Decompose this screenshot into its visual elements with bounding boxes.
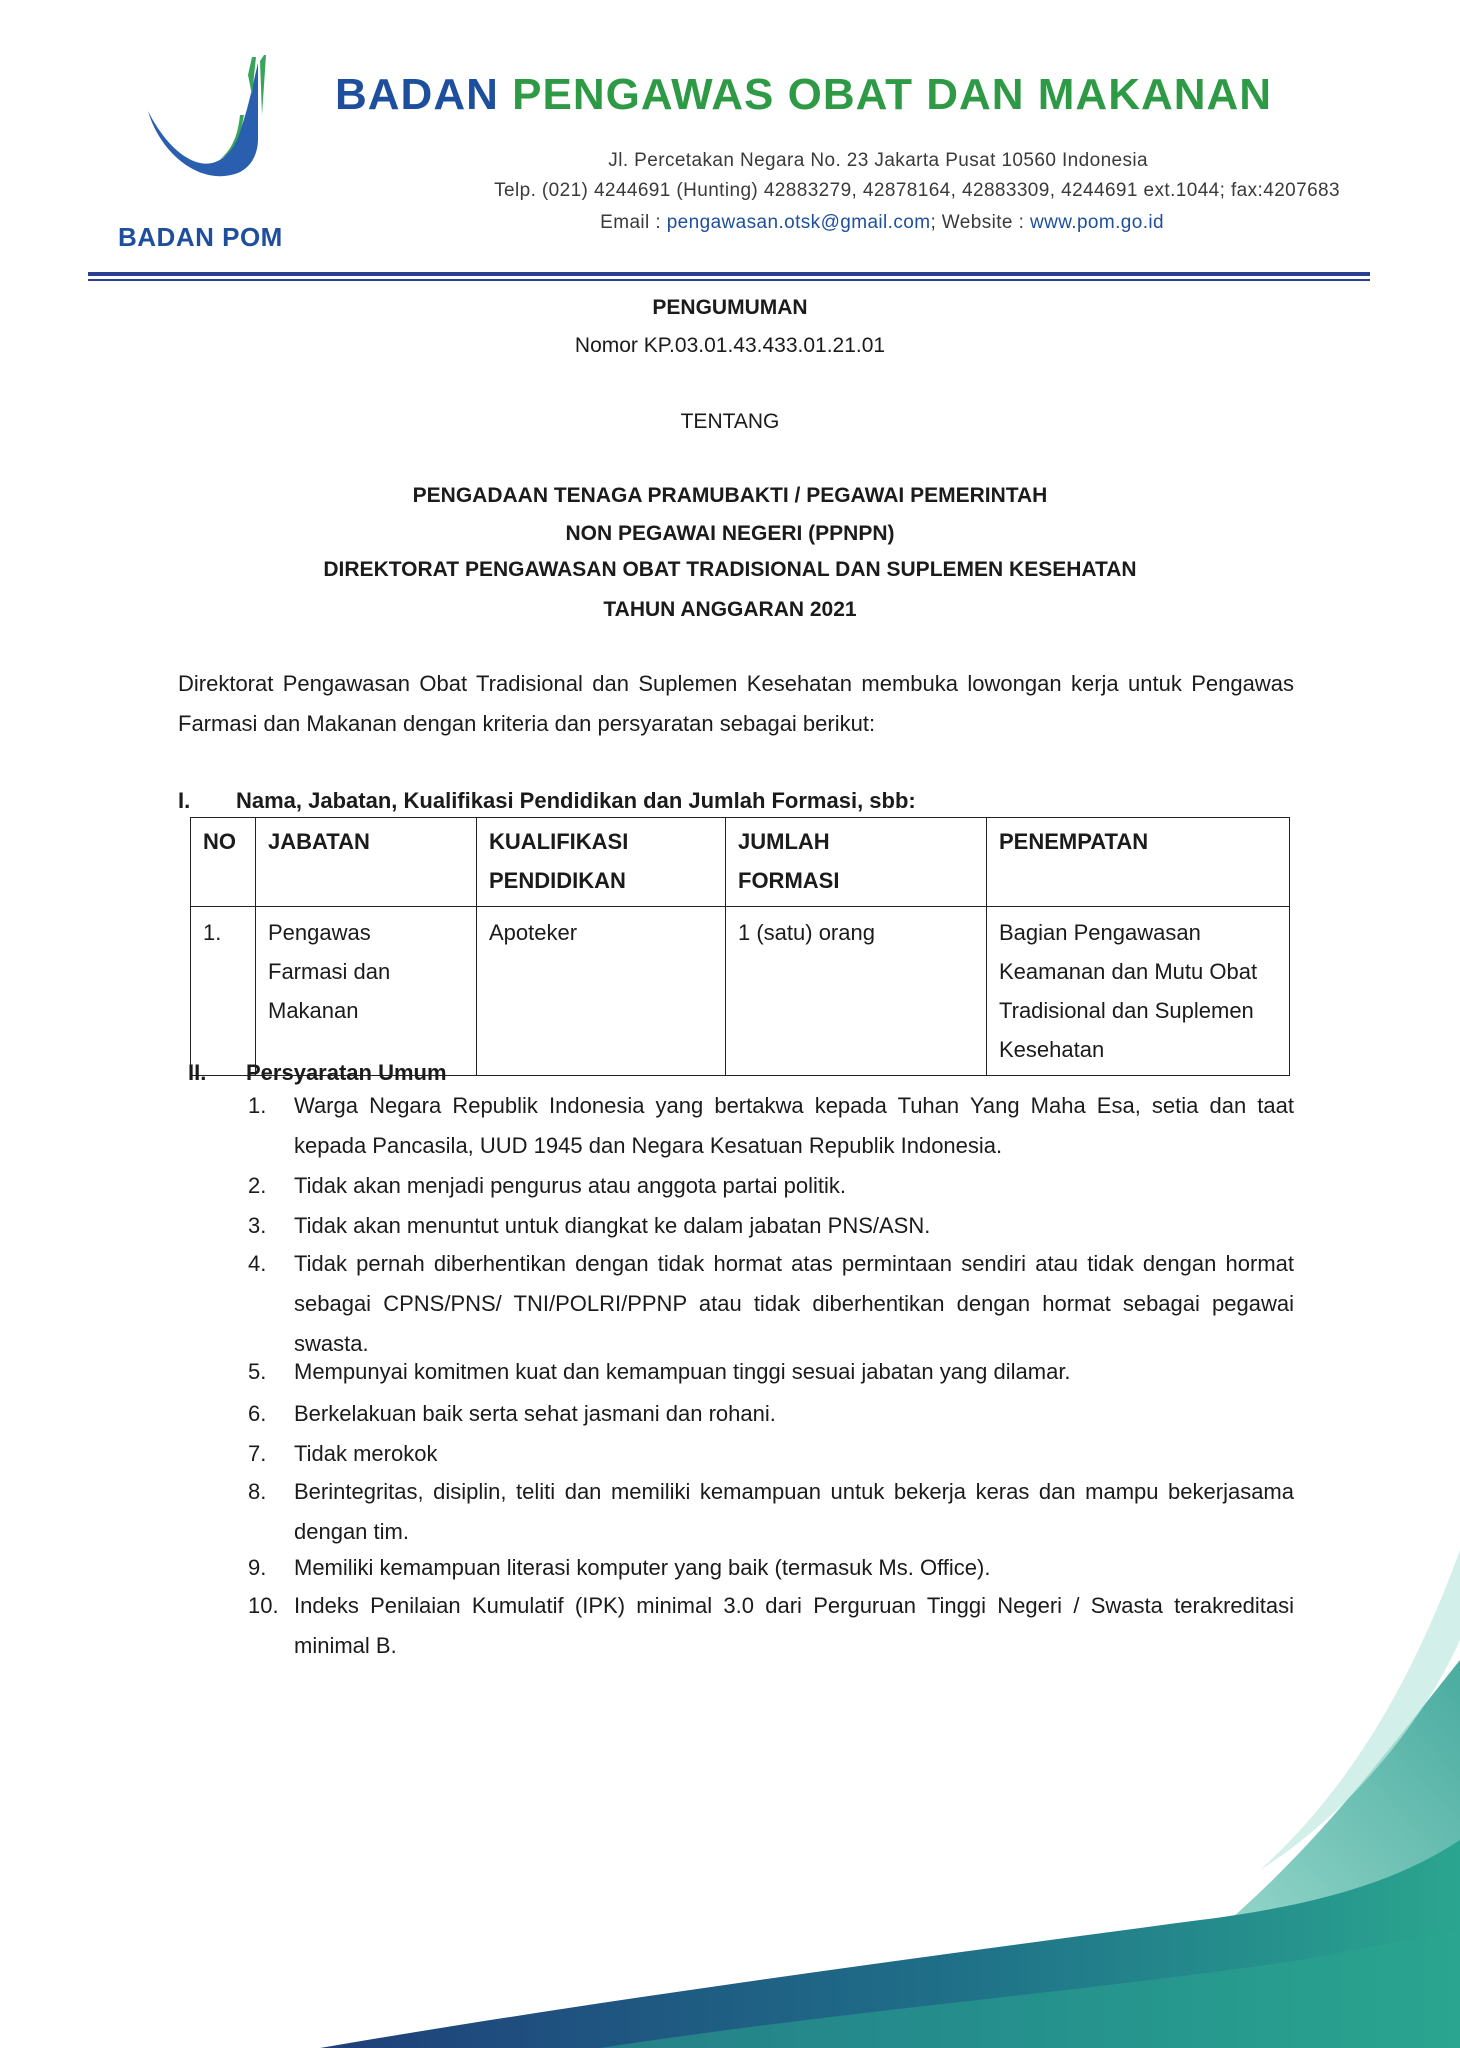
decorative-wave-background bbox=[0, 1400, 1460, 2048]
contact-line bbox=[600, 212, 1164, 234]
org-name-part2: PENGAWAS OBAT DAN MAKANAN bbox=[512, 70, 1273, 119]
list-item bbox=[248, 1244, 1294, 1364]
list-item bbox=[248, 1352, 1294, 1392]
subject-line-2: NON PEGAWAI NEGERI (PPNPN) bbox=[565, 522, 895, 545]
list-item-text: Tidak pernah diberhentikan dengan tidak hormat atas permintaan sendiri atau tidak dengan hormat sebagai CPNS/PNS/ TNI/POLRI/PPNP atau tidak diberhentikan dengan hormat sebagai pegawai swasta. bbox=[294, 1251, 1294, 1356]
list-item-text: Memiliki kemampuan literasi komputer yang baik (termasuk Ms. Office). bbox=[294, 1555, 991, 1580]
list-item-number: 2. bbox=[248, 1173, 267, 1198]
list-item-number: 4. bbox=[248, 1251, 267, 1276]
list-item-number: 6. bbox=[248, 1401, 267, 1426]
section1-number: I. bbox=[178, 788, 191, 813]
subject-line-3: DIREKTORAT PENGAWASAN OBAT TRADISIONAL DAN SUPLEMEN KESEHATAN bbox=[323, 558, 1137, 581]
website-label: ; Website : bbox=[930, 212, 1030, 233]
announcement-about: TENTANG bbox=[680, 410, 780, 433]
column-header-penempatan: PENEMPATAN bbox=[987, 818, 1290, 907]
list-item-text: Tidak merokok bbox=[294, 1441, 438, 1466]
formation-table bbox=[190, 817, 1290, 1076]
list-item-text: Warga Negara Republik Indonesia yang bertakwa kepada Tuhan Yang Maha Esa, setia dan taat kepada Pancasila, UUD 1945 dan Negara Kesatuan Republik Indonesia. bbox=[294, 1093, 1294, 1158]
section2-number: II. bbox=[188, 1060, 207, 1085]
logo-label: BADAN POM bbox=[118, 222, 283, 252]
org-name-part1: BADAN bbox=[335, 70, 499, 119]
table-row bbox=[191, 907, 1290, 1076]
list-item-number: 5. bbox=[248, 1359, 267, 1384]
list-item bbox=[248, 1086, 1294, 1166]
list-item bbox=[248, 1166, 1294, 1206]
header-divider-thin bbox=[88, 279, 1370, 281]
column-header-jumlah: JUMLAH FORMASI bbox=[726, 818, 987, 907]
badan-pom-logo bbox=[140, 55, 280, 195]
phone-line: Telp. (021) 4244691 (Hunting) 42883279, 42878164, 42883309, 4244691 ext.1044; fax:4207683 bbox=[494, 180, 1340, 201]
list-item-text: Mempunyai komitmen kuat dan kemampuan tinggi sesuai jabatan yang dilamar. bbox=[294, 1359, 1071, 1384]
list-item-number: 1. bbox=[248, 1093, 267, 1118]
section2-title: Persyaratan Umum bbox=[246, 1060, 447, 1085]
section1-heading bbox=[178, 788, 916, 814]
address-line: Jl. Percetakan Negara No. 23 Jakarta Pusat 10560 Indonesia bbox=[608, 150, 1148, 171]
list-item-text: Tidak akan menuntut untuk diangkat ke dalam jabatan PNS/ASN. bbox=[294, 1213, 931, 1238]
column-header-no: NO bbox=[191, 818, 256, 907]
cell-jumlah: 1 (satu) orang bbox=[726, 907, 987, 1076]
intro-paragraph: Direktorat Pengawasan Obat Tradisional dan Suplemen Kesehatan membuka lowongan kerja untuk Pengawas Farmasi dan Makanan dengan kriteria dan persyaratan sebagai berikut: bbox=[178, 671, 1294, 736]
section1-title: Nama, Jabatan, Kualifikasi Pendidikan dan Jumlah Formasi, sbb: bbox=[236, 788, 916, 813]
list-item-number: 7. bbox=[248, 1441, 267, 1466]
subject-line-4: TAHUN ANGGARAN 2021 bbox=[603, 598, 857, 621]
list-item-text: Indeks Penilaian Kumulatif (IPK) minimal 3.0 dari Perguruan Tinggi Negeri / Swasta terakreditasi minimal B. bbox=[294, 1593, 1294, 1658]
subject-line-1: PENGADAAN TENAGA PRAMUBAKTI / PEGAWAI PEMERINTAH bbox=[412, 484, 1048, 507]
cell-kualifikasi: Apoteker bbox=[477, 907, 726, 1076]
list-item bbox=[248, 1206, 1294, 1246]
cell-no: 1. bbox=[191, 907, 256, 1076]
list-item-text: Berintegritas, disiplin, teliti dan memiliki kemampuan untuk bekerja keras dan mampu bekerjasama dengan tim. bbox=[294, 1479, 1294, 1544]
cell-jabatan: Pengawas Farmasi dan Makanan bbox=[256, 907, 477, 1076]
organization-name bbox=[335, 70, 1272, 120]
list-item-text: Berkelakuan baik serta sehat jasmani dan rohani. bbox=[294, 1401, 776, 1426]
table-header-row bbox=[191, 818, 1290, 907]
list-item-number: 10. bbox=[248, 1593, 279, 1618]
column-header-kualifikasi: KUALIFIKASI PENDIDIKAN bbox=[477, 818, 726, 907]
email-link[interactable]: pengawasan.otsk@gmail.com bbox=[666, 212, 931, 233]
column-header-jabatan: JABATAN bbox=[256, 818, 477, 907]
list-item-text: Tidak akan menjadi pengurus atau anggota partai politik. bbox=[294, 1173, 846, 1198]
announcement-number: Nomor KP.03.01.43.433.01.21.01 bbox=[574, 334, 886, 357]
header-divider-thick bbox=[88, 272, 1370, 276]
list-item-number: 3. bbox=[248, 1213, 267, 1238]
announcement-title: PENGUMUMAN bbox=[652, 296, 808, 319]
cell-penempatan: Bagian Pengawasan Keamanan dan Mutu Obat Tradisional dan Suplemen Kesehatan bbox=[987, 907, 1290, 1076]
list-item-number: 8. bbox=[248, 1479, 267, 1504]
website-link[interactable]: www.pom.go.id bbox=[1029, 212, 1164, 233]
list-item-number: 9. bbox=[248, 1555, 267, 1580]
section2-heading bbox=[188, 1060, 447, 1086]
email-label: Email : bbox=[600, 212, 667, 233]
